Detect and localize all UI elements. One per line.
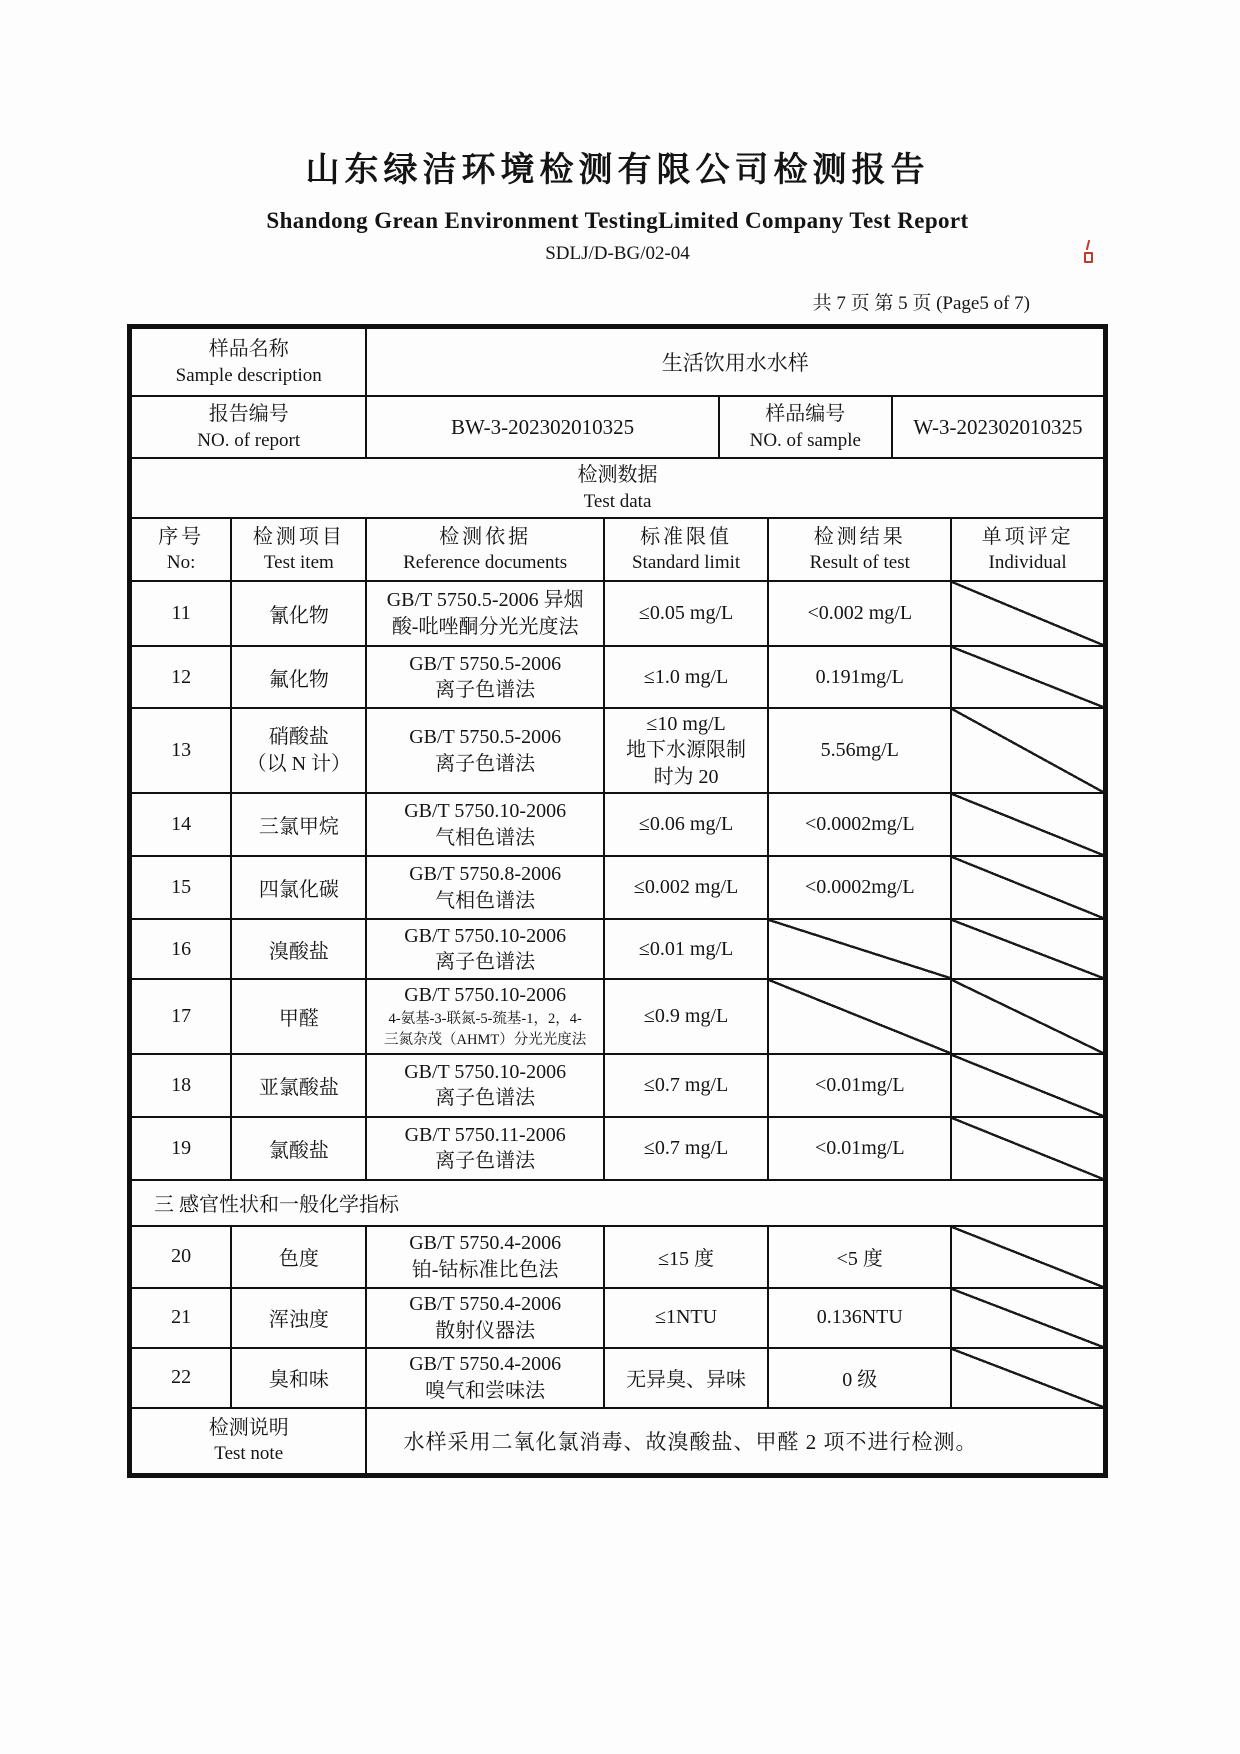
label-zh: 样品编号 [765,403,846,426]
ref-line: GB/T 5750.8-2006 [409,863,562,886]
cell-standard-limit: ≤0.002 mg/L [604,856,768,919]
col-en: Reference documents [403,552,568,574]
cell-no: 16 [131,919,231,979]
table-row [131,328,1104,396]
cell-no: 14 [131,793,231,856]
cell-reference [366,1054,603,1117]
cell-test-item: 溴酸盐 [231,919,366,979]
cell-test-item: 色度 [231,1226,366,1288]
cell-reference [366,979,603,1053]
table-row [131,1226,1104,1288]
cell-individual [951,1348,1104,1408]
section-zh: 检测数据 [577,464,658,487]
table-row [131,1288,1104,1348]
table-row [131,708,1104,793]
subsection-row [131,1180,1104,1226]
cell-reference [366,646,603,708]
ref-line: GB/T 5750.11-2006 [404,1123,566,1146]
section-header-test-data [131,458,1104,518]
ref-line: 铂-钴标准比色法 [411,1258,559,1281]
col-header-result [768,518,951,581]
col-header-individual [951,518,1104,581]
cell-standard-limit: ≤0.7 mg/L [604,1117,768,1180]
col-en: Standard limit [631,552,741,574]
table-row [131,979,1104,1053]
cell-standard-limit: ≤0.06 mg/L [604,793,768,856]
col-en: No: [166,552,196,574]
report-no-value: BW-3-202302010325 [366,396,718,458]
cell-no: 12 [131,646,231,708]
cell-no: 20 [131,1226,231,1288]
label-zh: 检测说明 [208,1416,289,1439]
cell-result: <0.002 mg/L [768,581,951,646]
report-title-zh: 山东绿洁环境检测有限公司检测报告 [305,152,930,189]
cell-individual [951,1288,1104,1348]
label-zh: 报告编号 [208,403,289,426]
cell-standard-limit: ≤0.05 mg/L [604,581,768,646]
sample-name-value: 生活饮用水水样 [366,328,1104,396]
cell-test-item: 甲醛 [231,979,366,1053]
note-text: 水样采用二氧化氯消毒、故溴酸盐、甲醛 2 项不进行检测。 [366,1408,1104,1474]
label-zh: 样品名称 [208,338,289,361]
cell-individual [951,581,1104,646]
cell-result: 5.56mg/L [768,708,951,793]
cell-reference [366,1348,603,1408]
col-en: Result of test [809,552,910,574]
cell-standard-limit: ≤1NTU [604,1288,768,1348]
col-zh: 检测依据 [439,525,532,548]
ref-line: 嗅气和尝味法 [425,1379,546,1402]
ref-line: GB/T 5750.5-2006 [409,652,562,675]
cell-individual [951,646,1104,708]
cell-test-item: 氟化物 [231,646,366,708]
col-en: Individual [988,552,1067,574]
col-zh: 检测项目 [252,525,345,548]
ref-line: GB/T 5750.4-2006 [409,1293,562,1316]
ref-line: GB/T 5750.4-2006 [409,1353,562,1376]
note-label [131,1408,366,1474]
ref-line: 气相色谱法 [435,826,536,849]
ref-line: 离子色谱法 [435,1150,536,1173]
table-row [131,1348,1104,1408]
item-line: （以 N 计） [246,752,352,775]
sample-name-label [131,328,366,396]
cell-individual [951,1117,1104,1180]
table-row [131,581,1104,646]
cell-no: 11 [131,581,231,646]
cell-reference [366,856,603,919]
cell-reference [366,919,603,979]
table-row [131,1054,1104,1117]
label-en: NO. of sample [749,429,861,451]
cell-standard-limit: ≤1.0 mg/L [604,646,768,708]
cell-reference [366,1288,603,1348]
cell-reference [366,708,603,793]
cell-result: 0.191mg/L [768,646,951,708]
col-zh: 序号 [158,525,205,548]
cell-no: 21 [131,1288,231,1348]
cell-no: 18 [131,1054,231,1117]
cell-standard-limit: ≤15 度 [604,1226,768,1288]
cell-standard-limit: 无异臭、异味 [604,1348,768,1408]
limit-line: 地下水源限制 [626,739,747,762]
cell-individual [951,1054,1104,1117]
sample-info-table [130,327,1105,519]
ref-line: 离子色谱法 [435,752,536,775]
subsection-title: 三 感官性状和一般化学指标 [131,1180,1104,1226]
col-header-standard-limit [604,518,768,581]
cell-result [768,919,951,979]
limit-line: 时为 20 [653,765,719,788]
cell-result: <0.01mg/L [768,1054,951,1117]
ref-line: GB/T 5750.10-2006 [404,1060,567,1083]
cell-no: 19 [131,1117,231,1180]
cell-standard-limit: ≤0.9 mg/L [604,979,768,1053]
cell-result: <0.0002mg/L [768,793,951,856]
cell-test-item: 四氯化碳 [231,856,366,919]
test-data-table [130,517,1105,1475]
ref-line: 4-氨基-3-联氮-5-巯基-1，2，4- [388,1010,582,1027]
cell-individual [951,1226,1104,1288]
cell-test-item: 三氯甲烷 [231,793,366,856]
label-en: Sample description [175,364,322,386]
report-table [127,324,1108,1478]
cell-result: <5 度 [768,1226,951,1288]
table-row [131,919,1104,979]
table-row [131,1117,1104,1180]
cell-test-item [231,708,366,793]
section-en: Test data [583,490,652,512]
report-no-label [131,396,366,458]
cell-test-item: 亚氯酸盐 [231,1054,366,1117]
table-row [131,646,1104,708]
cell-no: 17 [131,979,231,1053]
cell-standard-limit: ≤0.01 mg/L [604,919,768,979]
table-row [131,793,1104,856]
ref-line: GB/T 5750.10-2006 [404,984,567,1007]
label-en: NO. of report [197,429,301,451]
cell-standard-limit [604,708,768,793]
table-row [131,396,1104,458]
ref-line: 离子色谱法 [435,1087,536,1110]
cell-individual [951,856,1104,919]
cell-test-item: 氯酸盐 [231,1117,366,1180]
ref-line: 离子色谱法 [435,679,536,701]
item-line: 硝酸盐 [268,726,329,749]
cell-no: 22 [131,1348,231,1408]
ref-line: GB/T 5750.5-2006 异烟 [386,589,584,612]
col-header-reference [366,518,603,581]
ref-line: 离子色谱法 [435,951,536,974]
label-en: Test note [214,1443,284,1465]
ref-line: 散射仪器法 [435,1319,536,1342]
cell-result: 0.136NTU [768,1288,951,1348]
report-title-en: Shandong Grean Environment TestingLimited Company Test Report [266,208,969,233]
cell-individual [951,708,1104,793]
cell-result [768,979,951,1053]
cell-result: <0.0002mg/L [768,856,951,919]
cell-no: 15 [131,856,231,919]
col-en: Test item [263,552,334,574]
page-info: 共 7 页 第 5 页 (Page5 of 7) [812,293,1030,314]
cell-reference [366,793,603,856]
cell-reference [366,581,603,646]
col-zh: 检测结果 [813,525,906,548]
document-body [127,0,1108,1478]
sample-no-value: W-3-202302010325 [892,396,1104,458]
cell-standard-limit: ≤0.7 mg/L [604,1054,768,1117]
ref-line: GB/T 5750.4-2006 [409,1232,562,1255]
ref-line: 气相色谱法 [435,889,536,912]
cell-individual [951,979,1104,1053]
table-row [131,856,1104,919]
col-header-test-item [231,518,366,581]
col-header-no [131,518,231,581]
document-code: SDLJ/D-BG/02-04 [545,243,690,264]
col-zh: 标准限值 [640,525,733,548]
col-zh: 单项评定 [981,525,1074,548]
sample-no-label [719,396,892,458]
cell-test-item: 浑浊度 [231,1288,366,1348]
ref-line: GB/T 5750.5-2006 [409,726,562,749]
note-row [131,1408,1104,1474]
limit-line: ≤10 mg/L [646,713,726,735]
ref-line: GB/T 5750.10-2006 [404,924,567,947]
table-row [131,458,1104,518]
cell-result: 0 级 [768,1348,951,1408]
cell-test-item: 臭和味 [231,1348,366,1408]
cell-individual [951,919,1104,979]
cell-reference [366,1117,603,1180]
cell-result: <0.01mg/L [768,1117,951,1180]
cell-reference [366,1226,603,1288]
column-header-row [131,518,1104,581]
ref-line: 三氮杂茂（AHMT）分光光度法 [384,1031,587,1048]
ref-line: GB/T 5750.10-2006 [404,800,567,823]
cell-individual [951,793,1104,856]
ref-line: 酸-吡唑酮分光光度法 [391,615,579,638]
cell-no: 13 [131,708,231,793]
cell-test-item: 氰化物 [231,581,366,646]
